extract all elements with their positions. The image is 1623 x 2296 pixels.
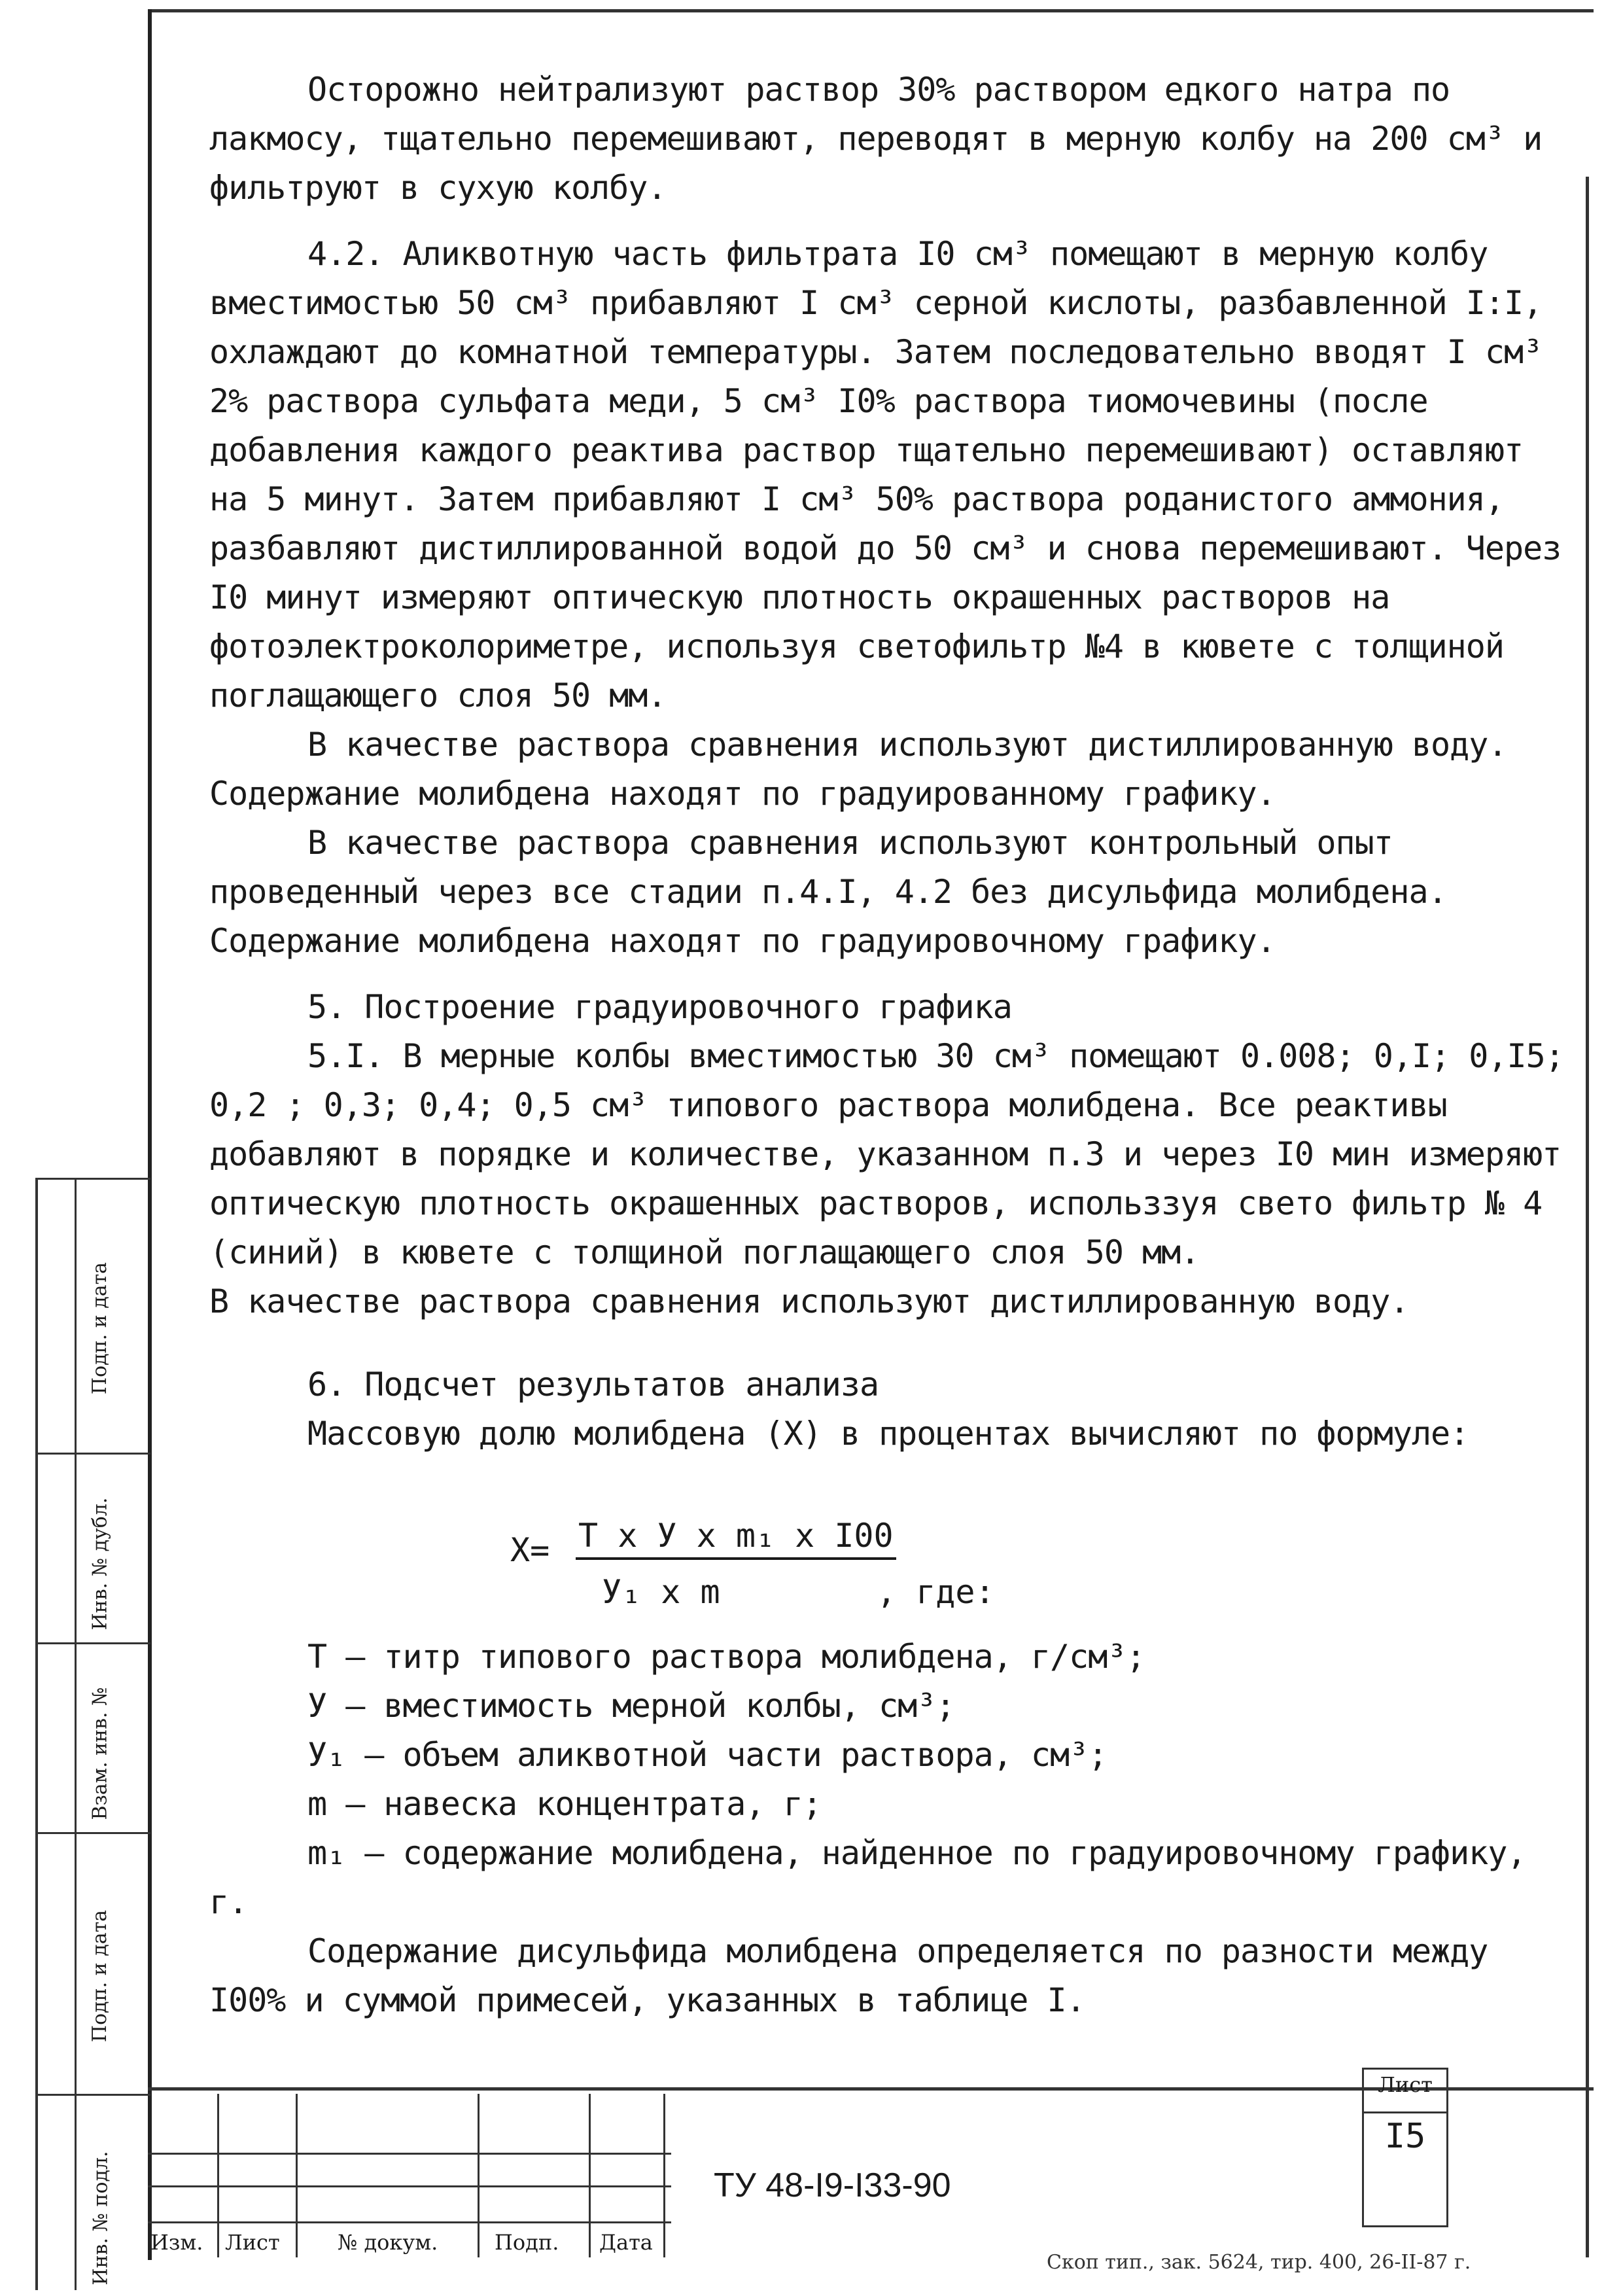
legend-m: m – навеска концентрата, г;: [307, 1785, 822, 1823]
document-body: [209, 65, 1570, 1458]
paragraph-neutralize: Осторожно нейтрализуют раствор 30% раствором едкого натра по лакмосу, тщательно перемешивают, переводят в мерную колбу на 200 см³ и фильтруют в сухую колбу.: [209, 71, 1543, 207]
legend-block: [209, 1633, 1570, 2025]
document-code: ТУ 48-I9-I33-90: [714, 2166, 951, 2204]
paragraph-comparison-water-2: В качестве раствора сравнения используют дистиллированную воду.: [209, 1282, 1409, 1320]
stamp-label-data: Дата: [599, 2230, 653, 2255]
stamp-label-doc: № докум.: [338, 2230, 438, 2255]
sheet-number-box: [1362, 2068, 1448, 2227]
section-5-heading: 5. Построение градуировочного графика: [307, 988, 1012, 1026]
stamp-label-podp: Подп.: [495, 2230, 559, 2255]
side-label-podp-data: Подп. и дата: [88, 1262, 112, 1395]
formula-denominator: У₁ x m: [602, 1573, 720, 1611]
formula: [510, 1517, 1230, 1628]
formula-lhs: X=: [510, 1531, 550, 1569]
frame-right-line: [1586, 177, 1589, 2257]
print-info: Скоп тип., зак. 5624, тир. 400, 26-II-87 г.: [1047, 2251, 1471, 2274]
stamp-label-list: Лист: [225, 2230, 280, 2255]
sheet-number: I5: [1384, 2117, 1426, 2156]
formula-numerator: Т x У x m₁ x I00: [576, 1517, 896, 1560]
sheet-label: Лист: [1364, 2072, 1446, 2113]
frame-top-line: [148, 9, 1594, 12]
side-label-inv-dubl: Инв. № дубл.: [88, 1497, 112, 1631]
paragraph-formula-intro: Массовую долю молибдена (X) в процентах вычисляют по формуле:: [307, 1415, 1469, 1453]
side-label-vzam-inv: Взам. инв. №: [88, 1687, 112, 1820]
side-label-inv-podl: Инв. № подл.: [89, 2151, 113, 2286]
paragraph-comparison-control: В качестве раствора сравнения используют контрольный опыт проведенный через все стадии п.4.I, 4.2 без дисульфида молибдена. Содержание молибдена находят по градуировочному графику.: [209, 824, 1447, 960]
legend-m1: m₁ – содержание молибдена, найденное по градуировочному графику, г.: [209, 1834, 1526, 1921]
formula-where: , где:: [877, 1573, 995, 1611]
paragraph-4-2: 4.2. Аликвотную часть фильтрата I0 см³ помещают в мерную колбу вместимостью 50 см³ прибавляют I см³ серной кислоты, разбавленной I:I, охлаждают до комнатной температуры. Затем последовательно вводят I см³ 2% раствора сульфата меди, 5 см³ I0% раствора тиомочевины (после добавления каждого реактива раствор тщательно перемешивают) оставляют на 5 минут. Затем прибавляют I см³ 50% раствора роданистого аммония, разбавляют дистиллированной водой до 50 см³ и снова перемешивают. Через I0 минут измеряют оптическую плотность окрашенных растворов на фотоэлектроколориметре, используя светофильтр №4 в кювете с толщиной поглащающего слоя 50 мм.: [209, 235, 1562, 715]
legend-u: У – вместимость мерной колбы, см³;: [307, 1687, 955, 1725]
legend-u1: У₁ – объем аликвотной части раствора, см³;: [307, 1736, 1108, 1774]
side-stamp-column: [35, 1178, 150, 2290]
section-6-heading: 6. Подсчет результатов анализа: [307, 1366, 879, 1404]
paragraph-comparison-water: В качестве раствора сравнения используют дистиллированную воду. Содержание молибдена находят по градуированному графику.: [209, 726, 1507, 813]
paragraph-5-1: 5.I. В мерные колбы вместимостью 30 см³ помещают 0.008; 0,I; 0,I5; 0,2 ; 0,3; 0,4; 0,5 см³ типового раствора молибдена. Все реактивы добавляют в порядке и количестве, указанном п.3 и через I0 мин измеряют оптическую плотность окрашенных растворов, использзуя свето фильтр № 4 (синий) в кювете с толщиной поглащающего слоя 50 мм.: [209, 1037, 1564, 1271]
side-label-podp-data-2: Подп. и дата: [88, 1909, 112, 2043]
stamp-label-izm: Изм.: [150, 2230, 203, 2255]
legend-t: Т – титр типового раствора молибдена, г/см³;: [307, 1638, 1145, 1676]
paragraph-disulfide: Содержание дисульфида молибдена определяется по разности между I00% и суммой примесей, указанных в таблице I.: [209, 1932, 1488, 2019]
